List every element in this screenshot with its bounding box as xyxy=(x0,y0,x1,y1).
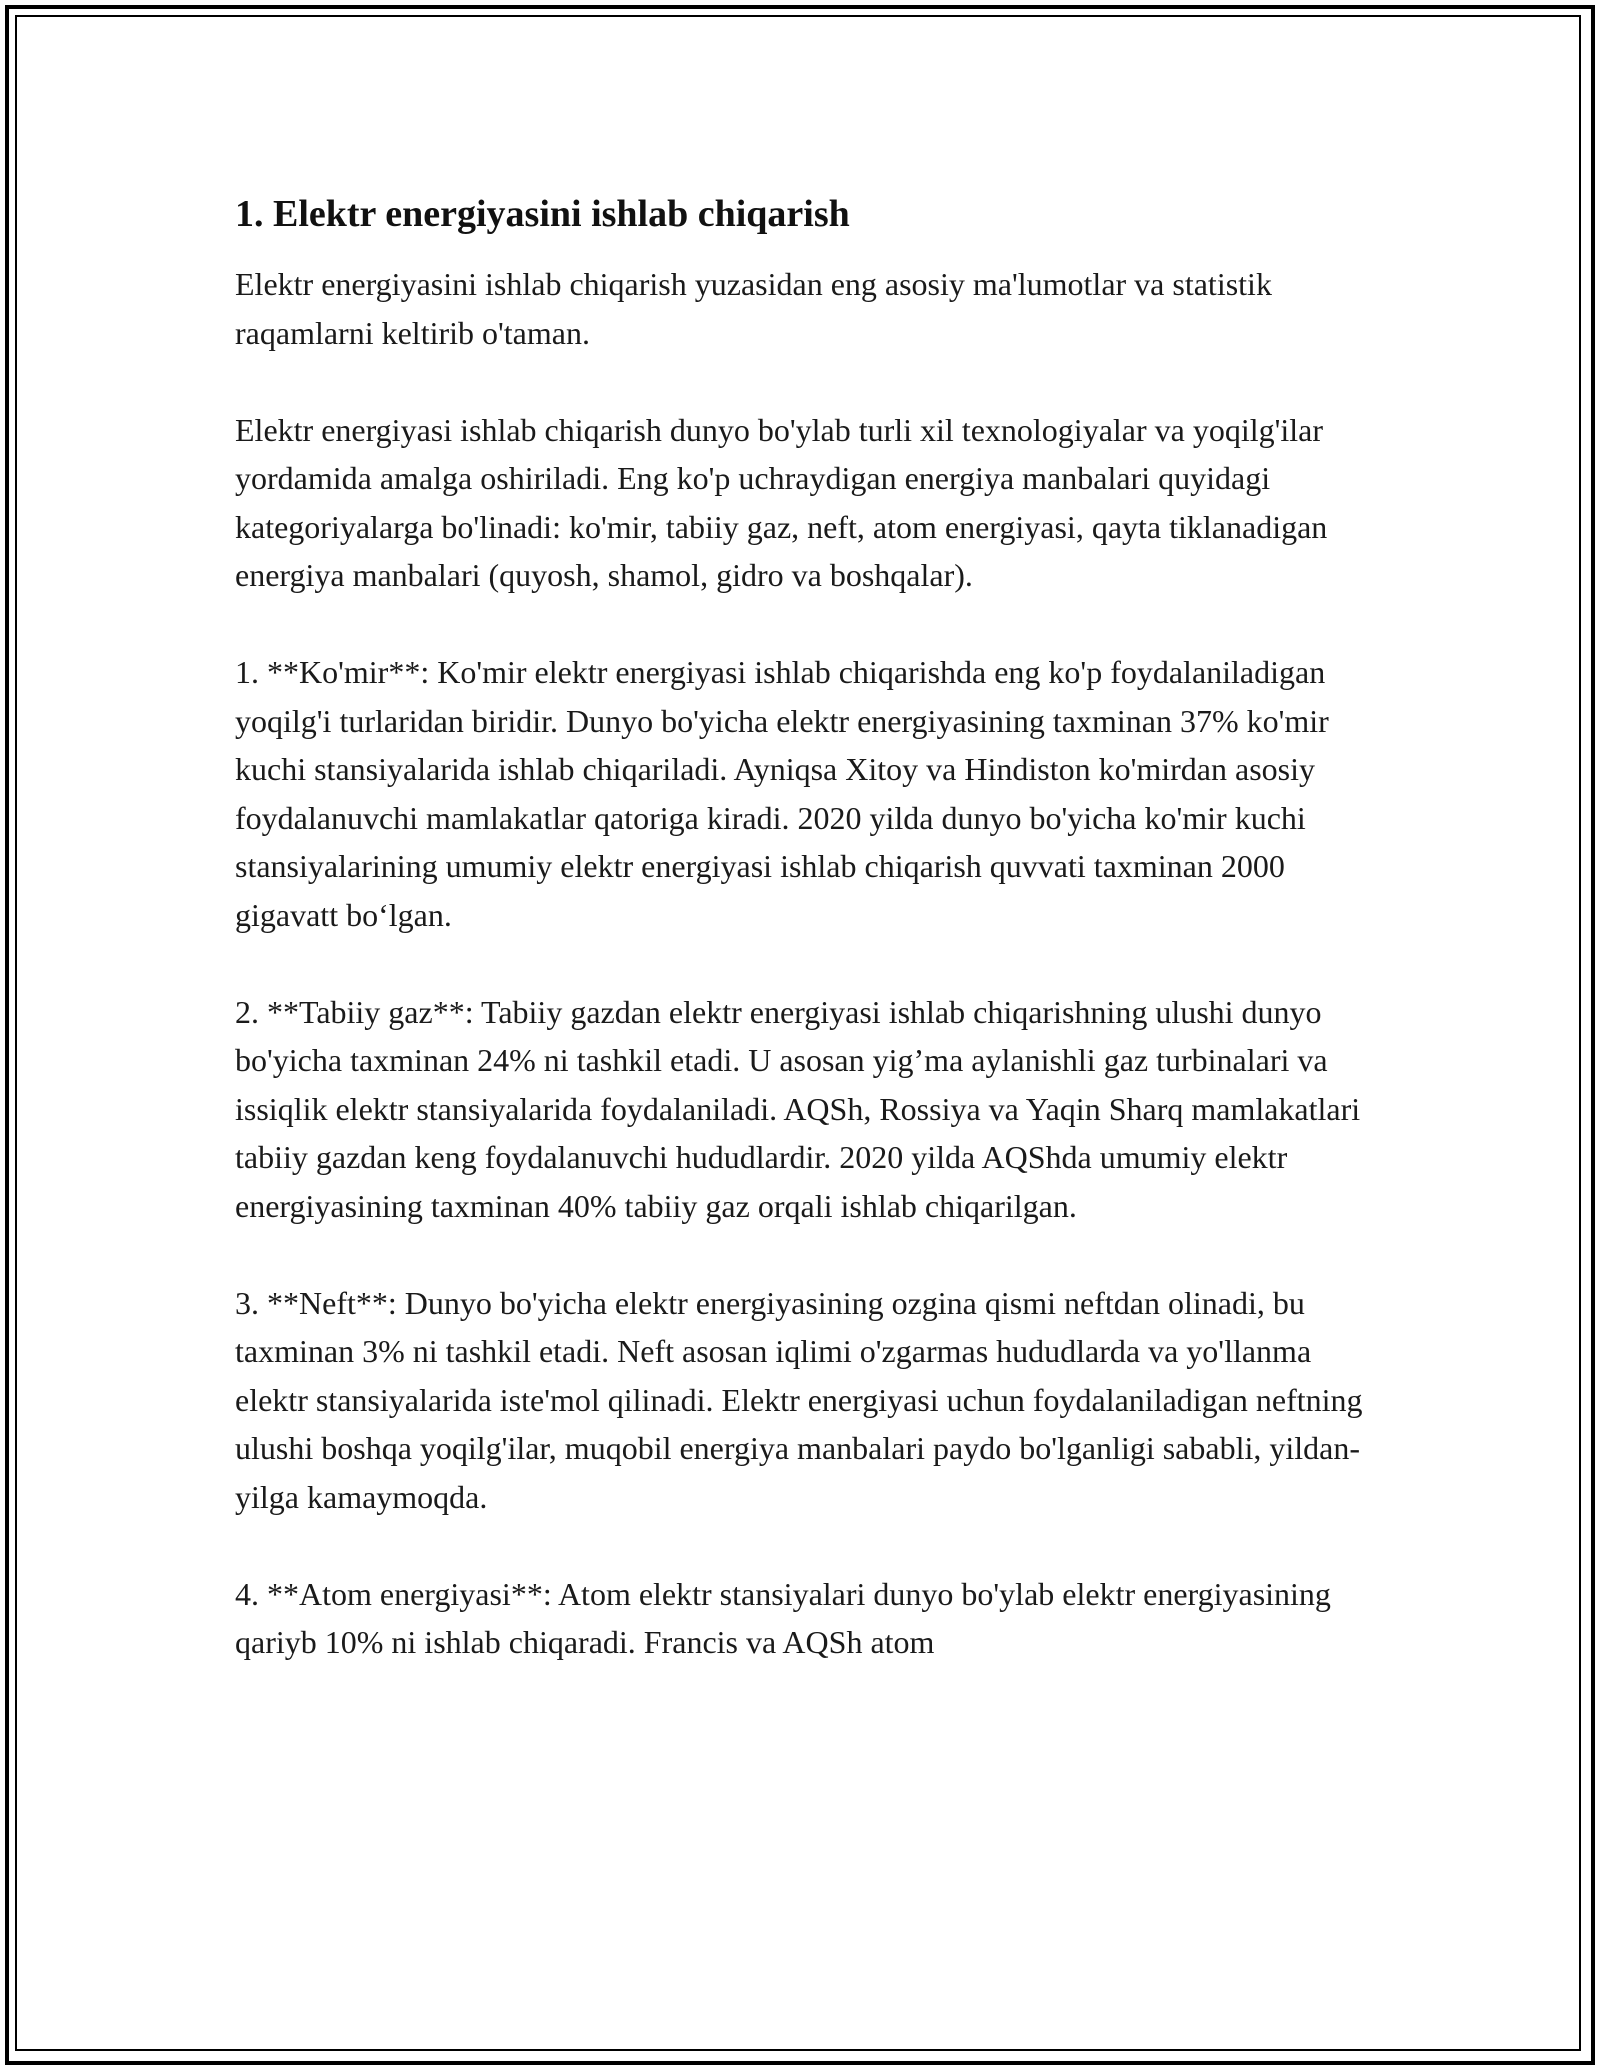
intro-paragraph: Elektr energiyasini ishlab chiqarish yuzasidan eng asosiy ma'lumotlar va statistik raqamlarni keltirib o'taman. xyxy=(235,266,1272,351)
page-title: 1. Elektr energiyasini ishlab chiqarish xyxy=(235,193,850,235)
natural-gas-paragraph: 2. **Tabiiy gaz**: Tabiiy gazdan elektr energiyasi ishlab chiqarishning ulushi dunyo bo'yicha taxminan 24% ni tashkil etadi. U asosan yig’ma aylanishli gaz turbinalari va issiqlik elektr stansiyalarida foydalaniladi. AQSh, Rossiya va Yaqin Sharq mamlakatlari tabiiy gazdan keng foydalanuvchi hududlardir. 2020 yilda AQShda umumiy elektr energiyasining taxminan 40% tabiiy gaz orqali ishlab chiqarilgan. xyxy=(235,993,1361,1224)
nuclear-paragraph: 4. **Atom energiyasi**: Atom elektr stansiyalari dunyo bo'ylab elektr energiyasining qariyb 10% ni ishlab chiqaradi. Francis va AQSh atom xyxy=(235,1575,1331,1660)
coal-paragraph: 1. **Ko'mir**: Ko'mir elektr energiyasi ishlab chiqarishda eng ko'p foydalaniladigan yoqilg'i turlaridan biridir. Dunyo bo'yicha elektr energiyasining taxminan 37% ko'mir kuchi stansiyalarida ishlab chiqariladi. Ayniqsa Xitoy va Hindiston ko'mirdan asosiy foydalanuvchi mamlakatlar qatoriga kiradi. 2020 yilda dunyo bo'yicha ko'mir kuchi stansiyalarining umumiy elektr energiyasi ishlab chiqarish quvvati taxminan 2000 gigavatt bo‘lgan. xyxy=(235,654,1329,933)
oil-paragraph: 3. **Neft**: Dunyo bo'yicha elektr energiyasining ozgina qismi neftdan olinadi, bu taxminan 3% ni tashkil etadi. Neft asosan iqlimi o'zgarmas hududlarda va yo'llanma elektr stansiyalarida iste'mol qilinadi. Elektr energiyasi uchun foydalaniladigan neftning ulushi boshqa yoqilg'ilar, muqobil energiya manbalari paydo bo'lganligi sababli, yildan-yilga kamaymoqda. xyxy=(235,1284,1363,1515)
overview-paragraph: Elektr energiyasi ishlab chiqarish dunyo bo'ylab turli xil texnologiyalar va yoqilg'ilar yordamida amalga oshiriladi. Eng ko'p uchraydigan energiya manbalari quyidagi kategoriyalarga bo'linadi: ko'mir, tabiiy gaz, neft, atom energiyasi, qayta tiklanadigan energiya manbalari (quyosh, shamol, gidro va boshqalar). xyxy=(235,411,1328,593)
document-body xyxy=(235,188,1375,1715)
